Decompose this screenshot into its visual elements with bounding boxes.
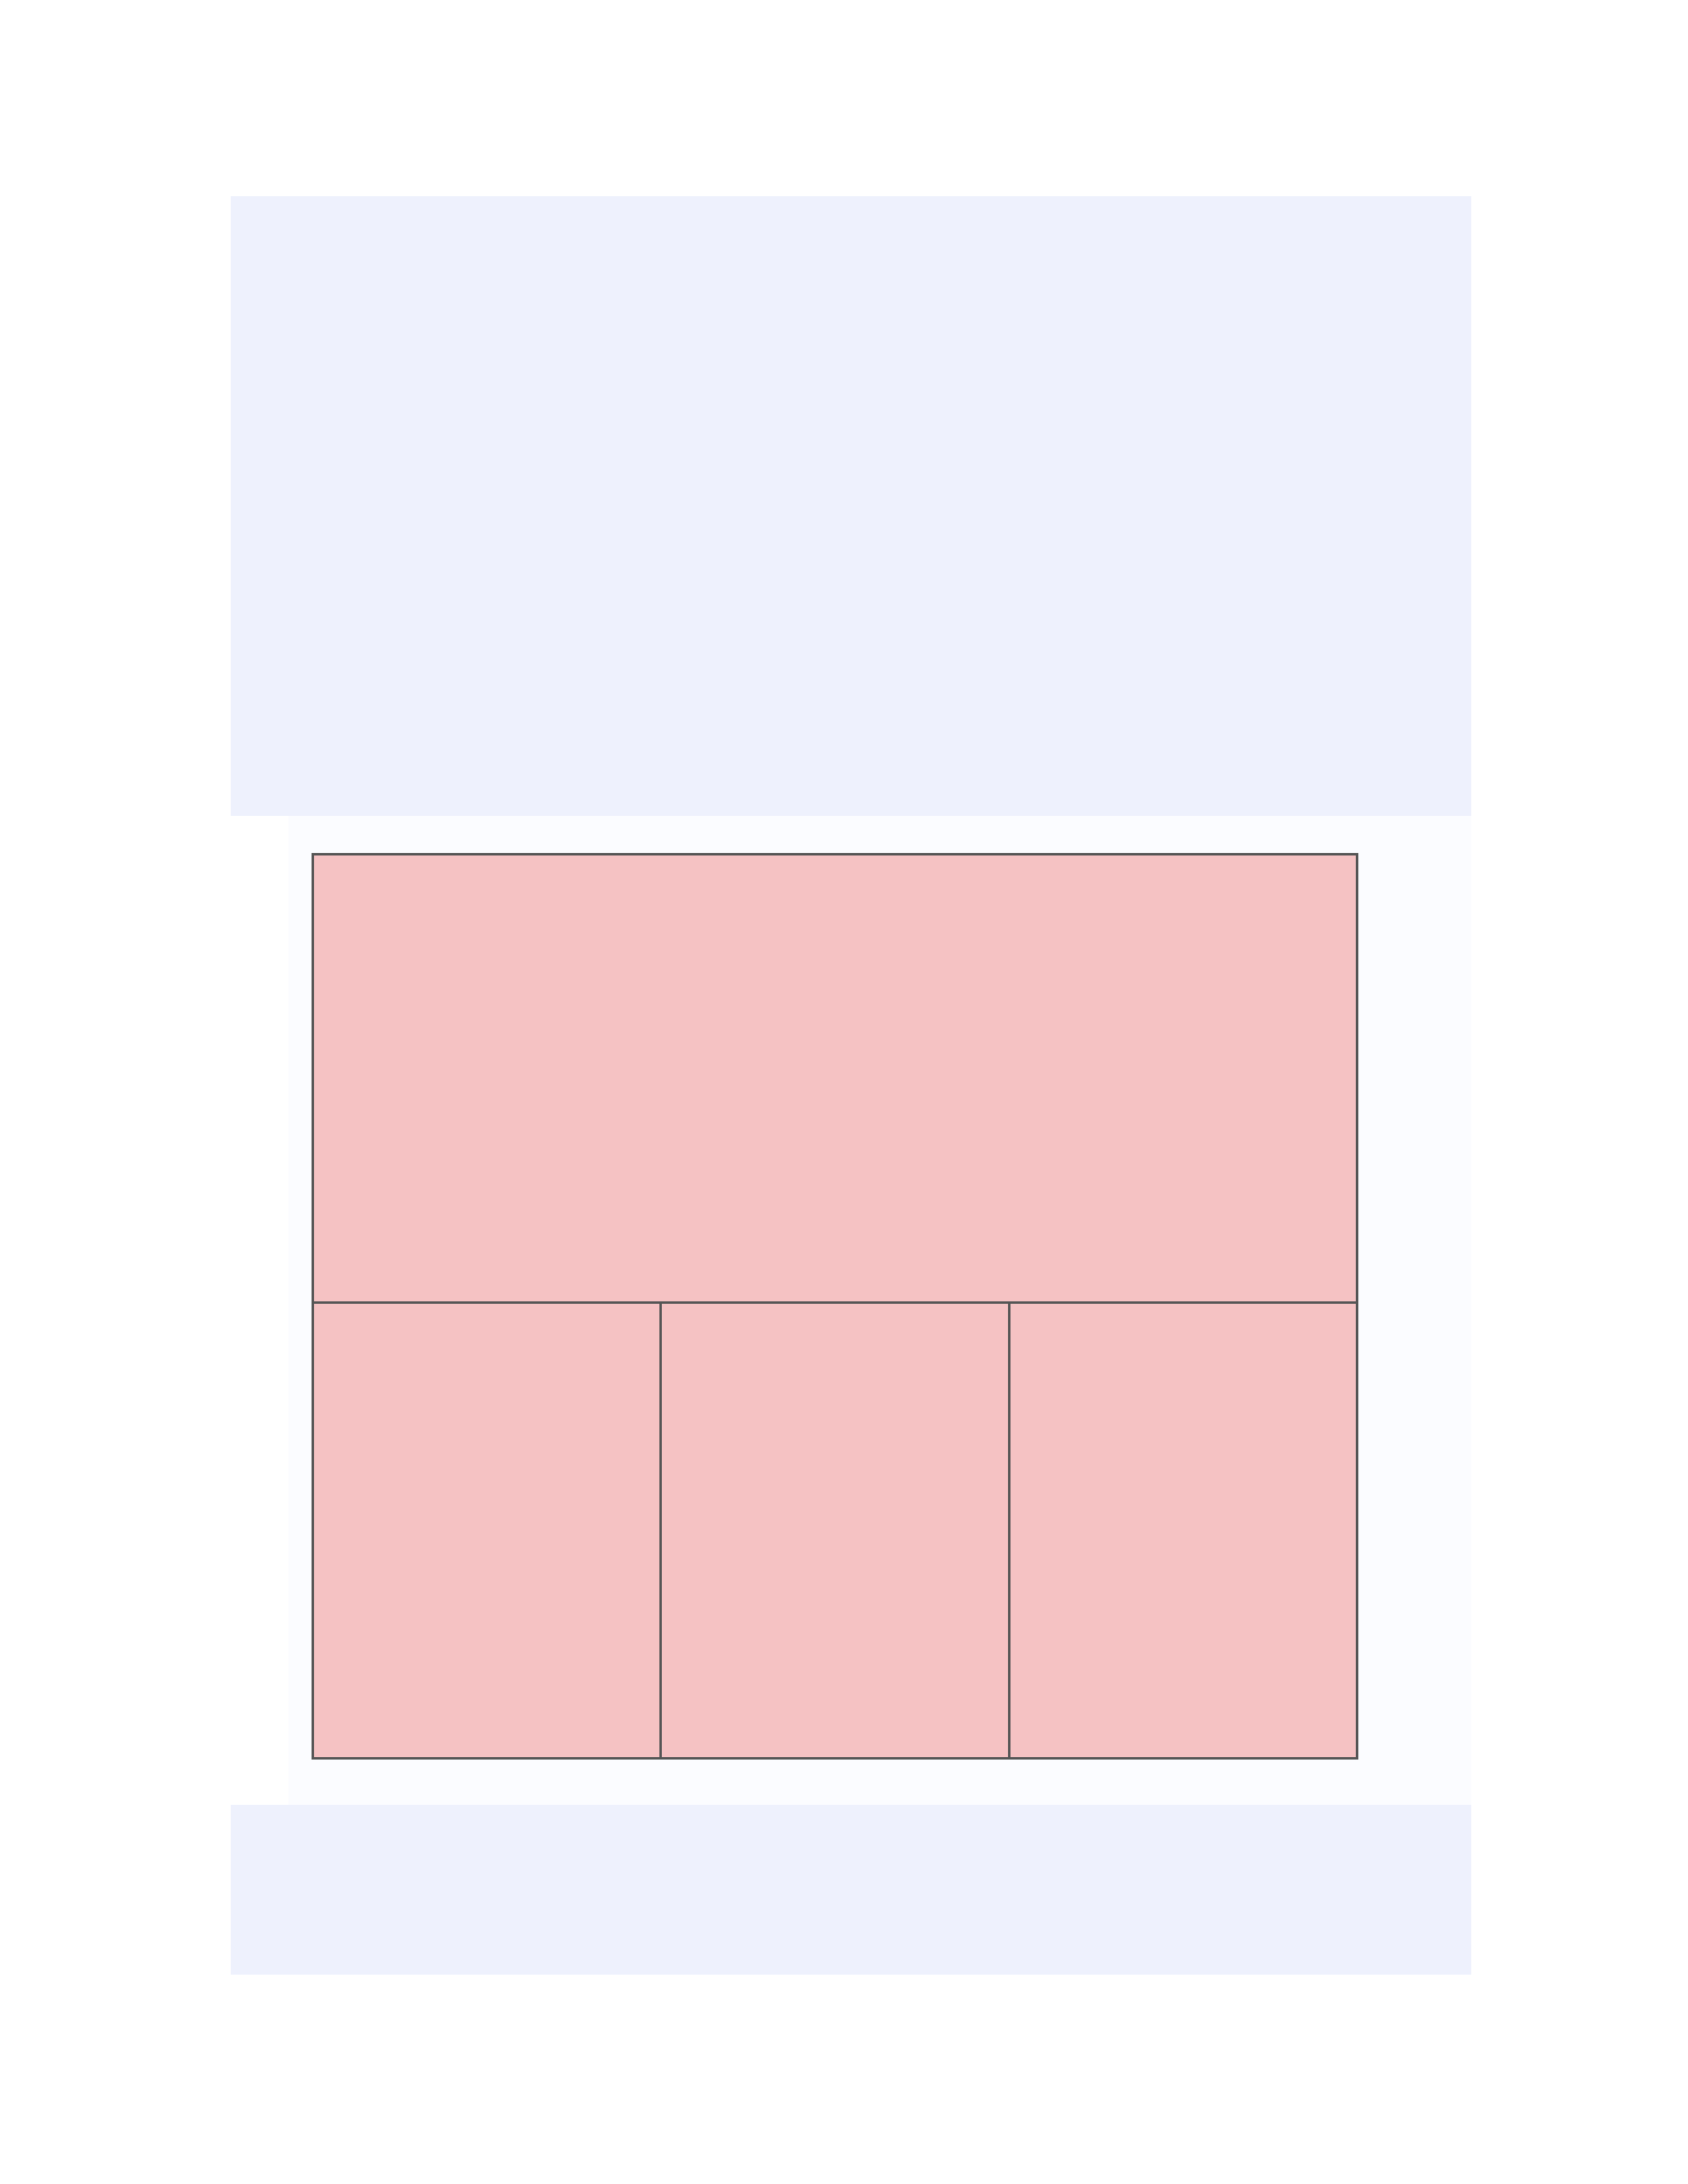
header-modo-afirmativo — [313, 1302, 661, 1759]
conjugation-table — [312, 853, 1358, 1760]
header-modo-negativo — [1009, 1302, 1357, 1759]
closing-panel — [231, 1805, 1471, 1975]
intro-panel — [231, 196, 1471, 816]
header-modo-interrogativo — [661, 1302, 1009, 1759]
table-title — [313, 855, 1357, 1303]
